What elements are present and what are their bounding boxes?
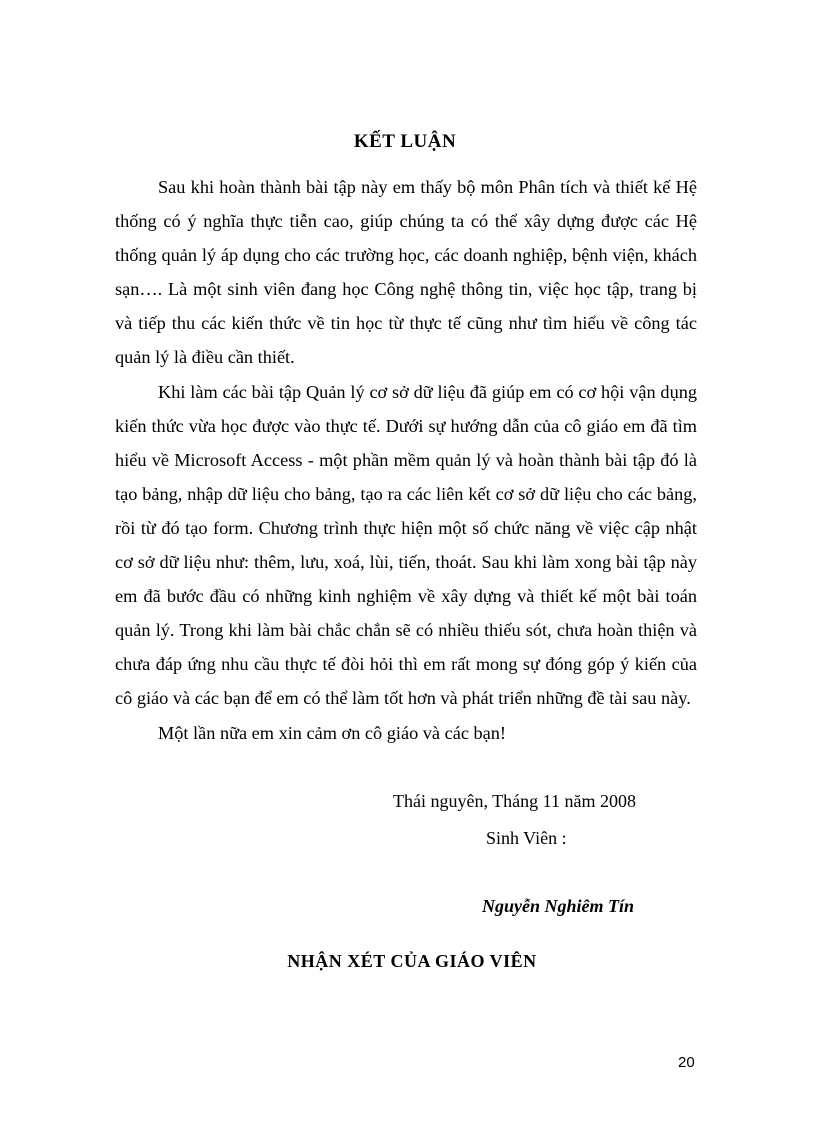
page-number: 20 [678, 1054, 695, 1071]
teacher-remarks-heading: NHẬN XÉT CỦA GIÁO VIÊN [287, 951, 537, 971]
signer-label: Sinh Viên : [486, 828, 567, 848]
signer-name: Nguyễn Nghiêm Tín [482, 896, 635, 916]
conclusion-title: KẾT LUẬN [353, 131, 457, 152]
conclusion-body [115, 170, 697, 750]
paragraph-1: Sau khi hoàn thành bài tập này em thấy bộ môn Phân tích và thiết kế Hệ thống có ý nghĩa thực tiễn cao, giúp chúng ta có thể xây dựng được các Hệ thống quản lý áp dụng cho các trường học, các doanh nghiệp, bệnh viện, khách sạn…. Là một sinh viên đang học Công nghệ thông tin, việc học tập, trang bị và tiếp thu các kiến thức về tin học từ thực tế cũng như tìm hiểu về công tác quản lý là điều cần thiết. [115, 177, 697, 368]
paragraph-3: Một lần nữa em xin cảm ơn cô giáo và các bạn! [158, 722, 507, 743]
paragraph-2: Khi làm các bài tập Quản lý cơ sở dữ liệu đã giúp em có cơ hội vận dụng kiến thức vừa học được vào thực tế. Dưới sự hướng dẫn của cô giáo em đã tìm hiểu về Microsoft Access - một phần mềm quản lý và hoàn thành bài tập đó là tạo bảng, nhập dữ liệu cho bảng, tạo ra các liên kết cơ sở dữ liệu cho các bảng, rồi từ đó tạo form. Chương trình thực hiện một số chức năng về việc cập nhật cơ sở dữ liệu như: thêm, lưu, xoá, lùi, tiến, thoát. Sau khi làm xong bài tập này em đã bước đầu có những kinh nghiệm về xây dựng và thiết kế một bài toán quản lý. Trong khi làm bài chắc chắn sẽ có nhiều thiếu sót, chưa hoàn thiện và chưa đáp ứng nhu cầu thực tế đòi hỏi thì em rất mong sự đóng góp ý kiến của cô giáo và các bạn để em có thể làm tốt hơn và phát triển những đề tài sau này. [115, 381, 697, 709]
place-date: Thái nguyên, Tháng 11 năm 2008 [393, 791, 636, 811]
